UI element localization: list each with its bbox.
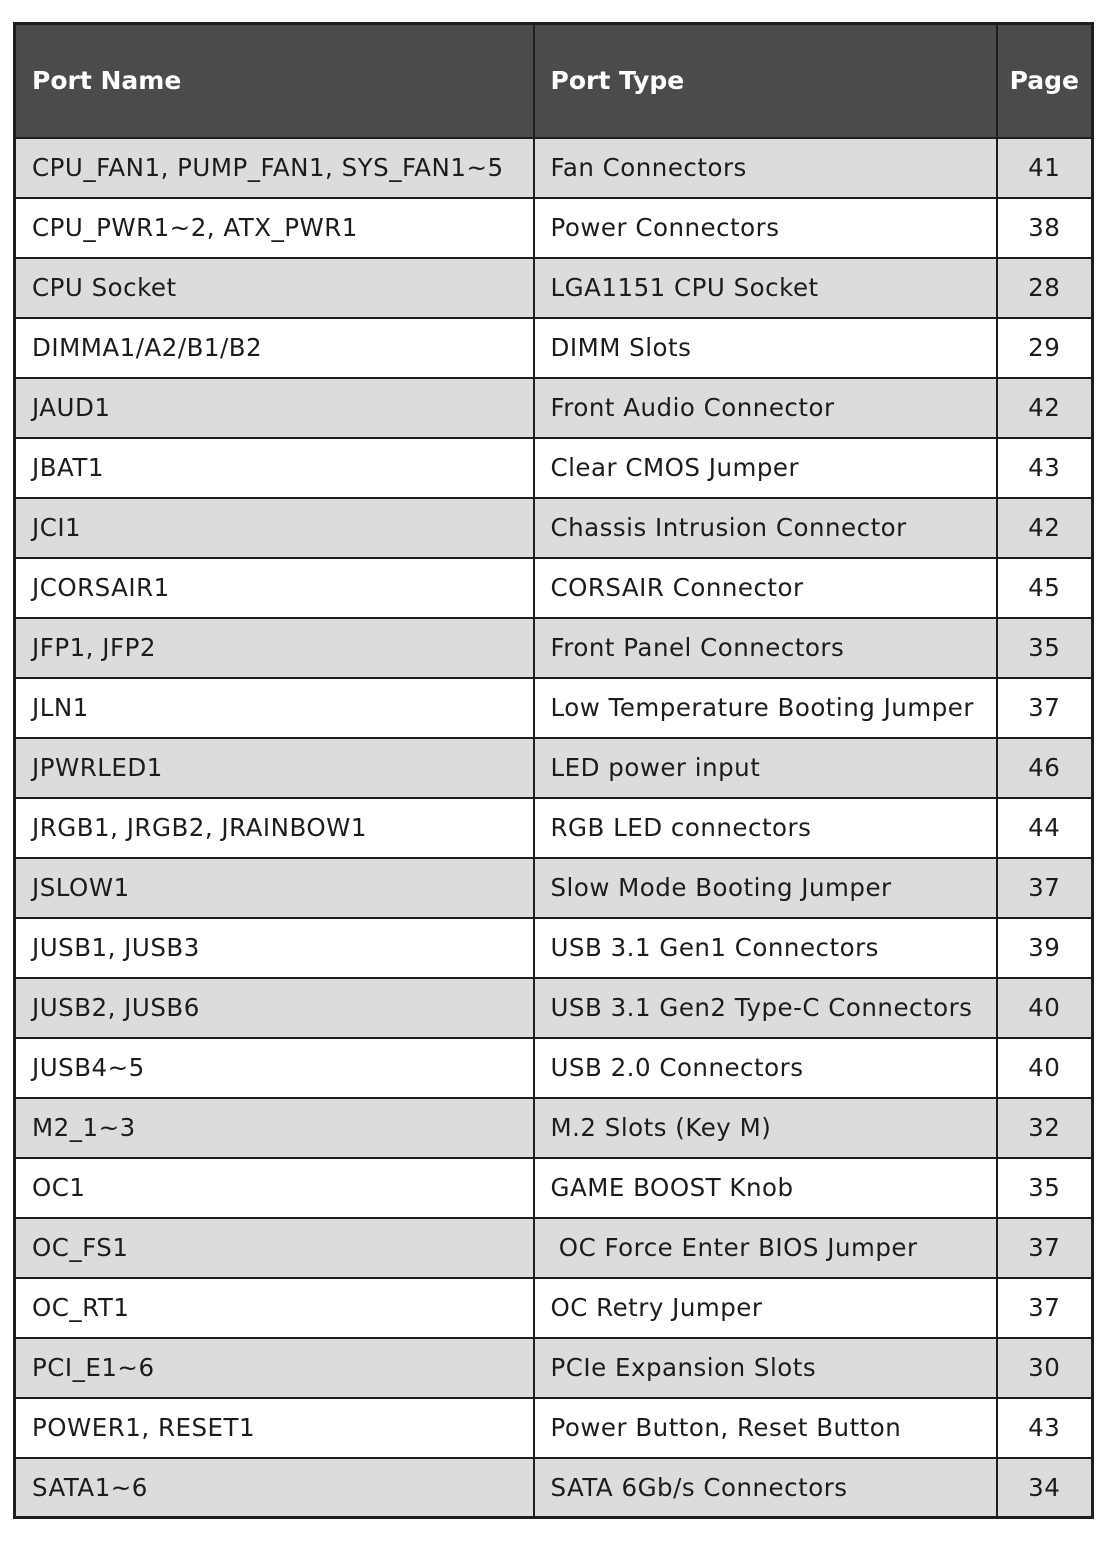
table-row [15, 1398, 1093, 1458]
cell-page: 43 [997, 1398, 1093, 1458]
cell-port-name: SATA1~6 [15, 1458, 534, 1518]
cell-port-type: Power Connectors [534, 198, 997, 258]
table-row [15, 318, 1093, 378]
cell-port-type: Fan Connectors [534, 138, 997, 198]
table-row [15, 738, 1093, 798]
cell-port-name: JUSB1, JUSB3 [15, 918, 534, 978]
cell-page: 37 [997, 858, 1093, 918]
cell-port-type: Chassis Intrusion Connector [534, 498, 997, 558]
table-row [15, 1338, 1093, 1398]
cell-port-type: LGA1151 CPU Socket [534, 258, 997, 318]
cell-port-type: USB 3.1 Gen2 Type-C Connectors [534, 978, 997, 1038]
cell-port-type: Low Temperature Booting Jumper [534, 678, 997, 738]
table-row [15, 678, 1093, 738]
cell-page: 46 [997, 738, 1093, 798]
table-row [15, 1218, 1093, 1278]
table-row [15, 258, 1093, 318]
table-row [15, 198, 1093, 258]
table-row [15, 138, 1093, 198]
cell-port-type: USB 3.1 Gen1 Connectors [534, 918, 997, 978]
cell-port-type: CORSAIR Connector [534, 558, 997, 618]
table-row [15, 1098, 1093, 1158]
cell-port-name: PCI_E1~6 [15, 1338, 534, 1398]
table-row [15, 918, 1093, 978]
cell-page: 40 [997, 978, 1093, 1038]
table-row [15, 1158, 1093, 1218]
table-header-row [15, 24, 1093, 138]
cell-port-name: JUSB2, JUSB6 [15, 978, 534, 1038]
cell-page: 30 [997, 1338, 1093, 1398]
cell-page: 34 [997, 1458, 1093, 1518]
table-row [15, 978, 1093, 1038]
cell-port-name: POWER1, RESET1 [15, 1398, 534, 1458]
cell-port-type: Slow Mode Booting Jumper [534, 858, 997, 918]
cell-port-name: OC_FS1 [15, 1218, 534, 1278]
cell-port-name: JCORSAIR1 [15, 558, 534, 618]
cell-port-type: OC Force Enter BIOS Jumper [534, 1218, 997, 1278]
header-port-name: Port Name [15, 24, 534, 138]
cell-port-name: JRGB1, JRGB2, JRAINBOW1 [15, 798, 534, 858]
cell-port-type: Front Panel Connectors [534, 618, 997, 678]
cell-port-name: JBAT1 [15, 438, 534, 498]
cell-port-type: USB 2.0 Connectors [534, 1038, 997, 1098]
cell-port-type: SATA 6Gb/s Connectors [534, 1458, 997, 1518]
cell-page: 39 [997, 918, 1093, 978]
cell-page: 43 [997, 438, 1093, 498]
cell-page: 37 [997, 1218, 1093, 1278]
cell-port-type: Clear CMOS Jumper [534, 438, 997, 498]
cell-port-name: JUSB4~5 [15, 1038, 534, 1098]
cell-page: 38 [997, 198, 1093, 258]
table-row [15, 558, 1093, 618]
cell-page: 42 [997, 378, 1093, 438]
cell-port-type: DIMM Slots [534, 318, 997, 378]
cell-port-type: GAME BOOST Knob [534, 1158, 997, 1218]
cell-port-name: CPU_PWR1~2, ATX_PWR1 [15, 198, 534, 258]
cell-port-type: PCIe Expansion Slots [534, 1338, 997, 1398]
port-table [13, 22, 1094, 1519]
cell-port-type: Front Audio Connector [534, 378, 997, 438]
table-row [15, 618, 1093, 678]
cell-port-type: RGB LED connectors [534, 798, 997, 858]
table-row [15, 1038, 1093, 1098]
cell-port-name: JAUD1 [15, 378, 534, 438]
cell-port-name: DIMMA1/A2/B1/B2 [15, 318, 534, 378]
cell-page: 35 [997, 1158, 1093, 1218]
cell-page: 29 [997, 318, 1093, 378]
cell-page: 44 [997, 798, 1093, 858]
cell-port-name: JSLOW1 [15, 858, 534, 918]
cell-page: 35 [997, 618, 1093, 678]
cell-port-type: OC Retry Jumper [534, 1278, 997, 1338]
cell-page: 42 [997, 498, 1093, 558]
cell-port-type: M.2 Slots (Key M) [534, 1098, 997, 1158]
cell-page: 37 [997, 1278, 1093, 1338]
cell-page: 41 [997, 138, 1093, 198]
cell-port-name: CPU_FAN1, PUMP_FAN1, SYS_FAN1~5 [15, 138, 534, 198]
cell-port-name: OC1 [15, 1158, 534, 1218]
cell-page: 28 [997, 258, 1093, 318]
table-row [15, 858, 1093, 918]
table-row [15, 378, 1093, 438]
cell-port-name: JCI1 [15, 498, 534, 558]
cell-port-name: JPWRLED1 [15, 738, 534, 798]
table-row [15, 498, 1093, 558]
cell-port-name: JFP1, JFP2 [15, 618, 534, 678]
table-row [15, 1278, 1093, 1338]
header-page: Page [997, 24, 1093, 138]
cell-page: 40 [997, 1038, 1093, 1098]
cell-port-type: Power Button, Reset Button [534, 1398, 997, 1458]
table-row [15, 798, 1093, 858]
table-row [15, 438, 1093, 498]
cell-port-name: CPU Socket [15, 258, 534, 318]
cell-port-type: LED power input [534, 738, 997, 798]
cell-port-name: JLN1 [15, 678, 534, 738]
cell-page: 37 [997, 678, 1093, 738]
cell-port-name: OC_RT1 [15, 1278, 534, 1338]
table-row [15, 1458, 1093, 1518]
cell-page: 32 [997, 1098, 1093, 1158]
header-port-type: Port Type [534, 24, 997, 138]
cell-page: 45 [997, 558, 1093, 618]
cell-port-name: M2_1~3 [15, 1098, 534, 1158]
table-body [15, 138, 1093, 1518]
